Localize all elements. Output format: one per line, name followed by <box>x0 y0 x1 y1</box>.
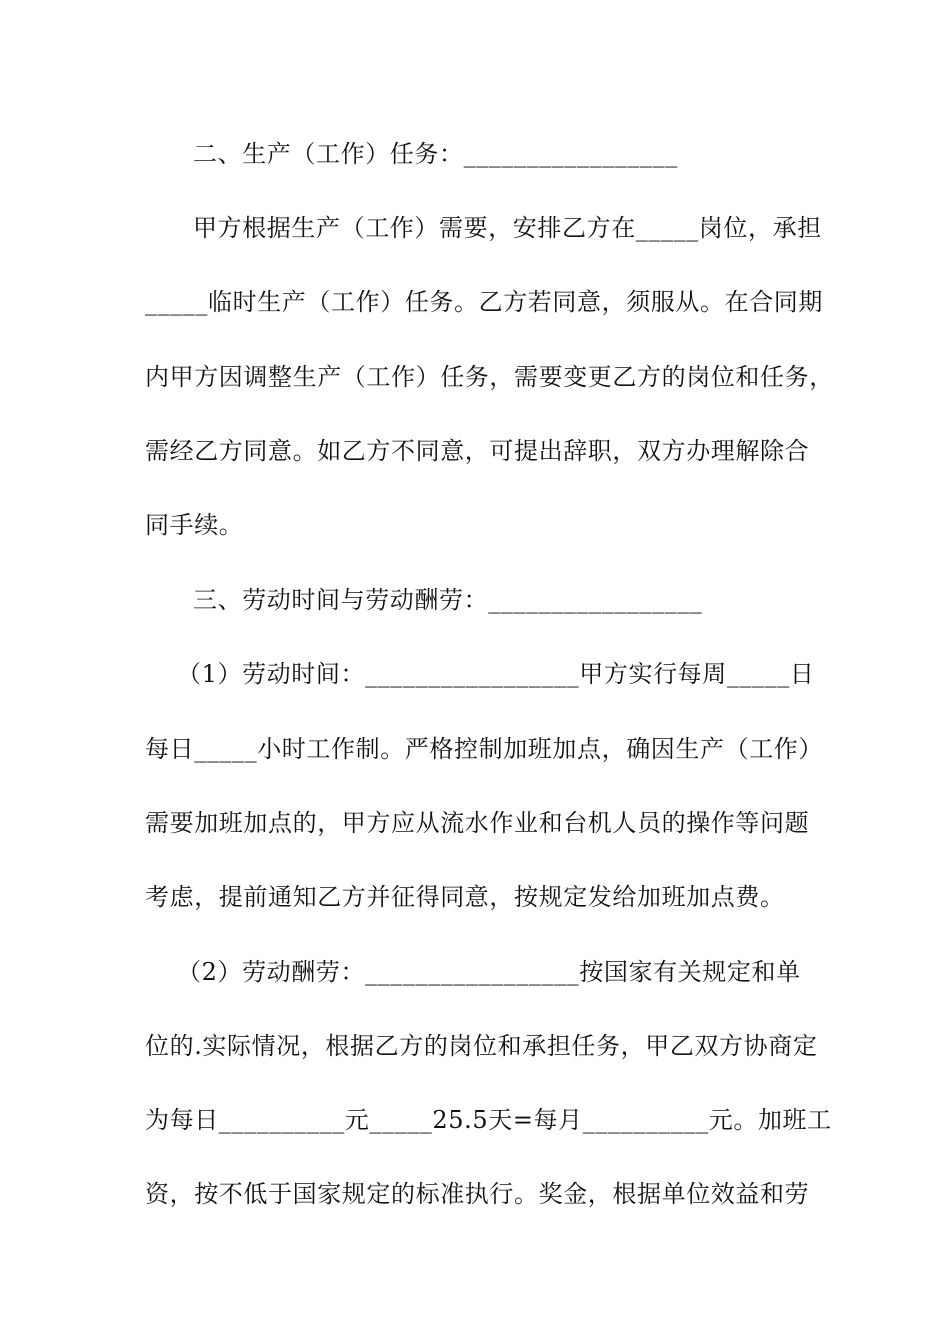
work-time-line-1: （1）劳动时间：_________________甲方实行每周_____日 <box>177 660 815 688</box>
section-2-heading: 二、生产（工作）任务：_________________ <box>193 140 678 168</box>
paragraph-line-2: _____临时生产（工作）任务。乙方若同意，须服从。在合同期 <box>145 288 823 316</box>
pay-line-2: 位的.实际情况，根据乙方的岗位和承担任务，甲乙双方协商定 <box>145 1032 818 1060</box>
work-time-line-2: 每日_____小时工作制。严格控制加班加点，确因生产（工作） <box>145 735 823 763</box>
paragraph-line-3: 内甲方因调整生产（工作）任务，需要变更乙方的岗位和任务， <box>145 363 834 391</box>
pay-line-3: 为每日__________元_____25.5天=每月__________元。加班工 <box>145 1106 832 1134</box>
section-3-heading: 三、劳动时间与劳动酬劳：_________________ <box>193 586 703 614</box>
work-time-line-3: 需要加班加点的，甲方应从流水作业和台机人员的操作等问题 <box>145 809 810 837</box>
paragraph-line-4: 需经乙方同意。如乙方不同意，可提出辞职，双方办理解除合 <box>145 437 810 465</box>
paragraph-line-1: 甲方根据生产（工作）需要，安排乙方在_____岗位，承担 <box>193 214 822 242</box>
pay-line-4: 资，按不低于国家规定的标准执行。奖金，根据单位效益和劳 <box>145 1180 810 1208</box>
work-time-line-4: 考虑，提前通知乙方并征得同意，按规定发给加班加点费。 <box>145 883 785 911</box>
paragraph-line-5: 同手续。 <box>145 511 244 539</box>
pay-line-1: （2）劳动酬劳：_________________按国家有关规定和单 <box>177 958 801 986</box>
